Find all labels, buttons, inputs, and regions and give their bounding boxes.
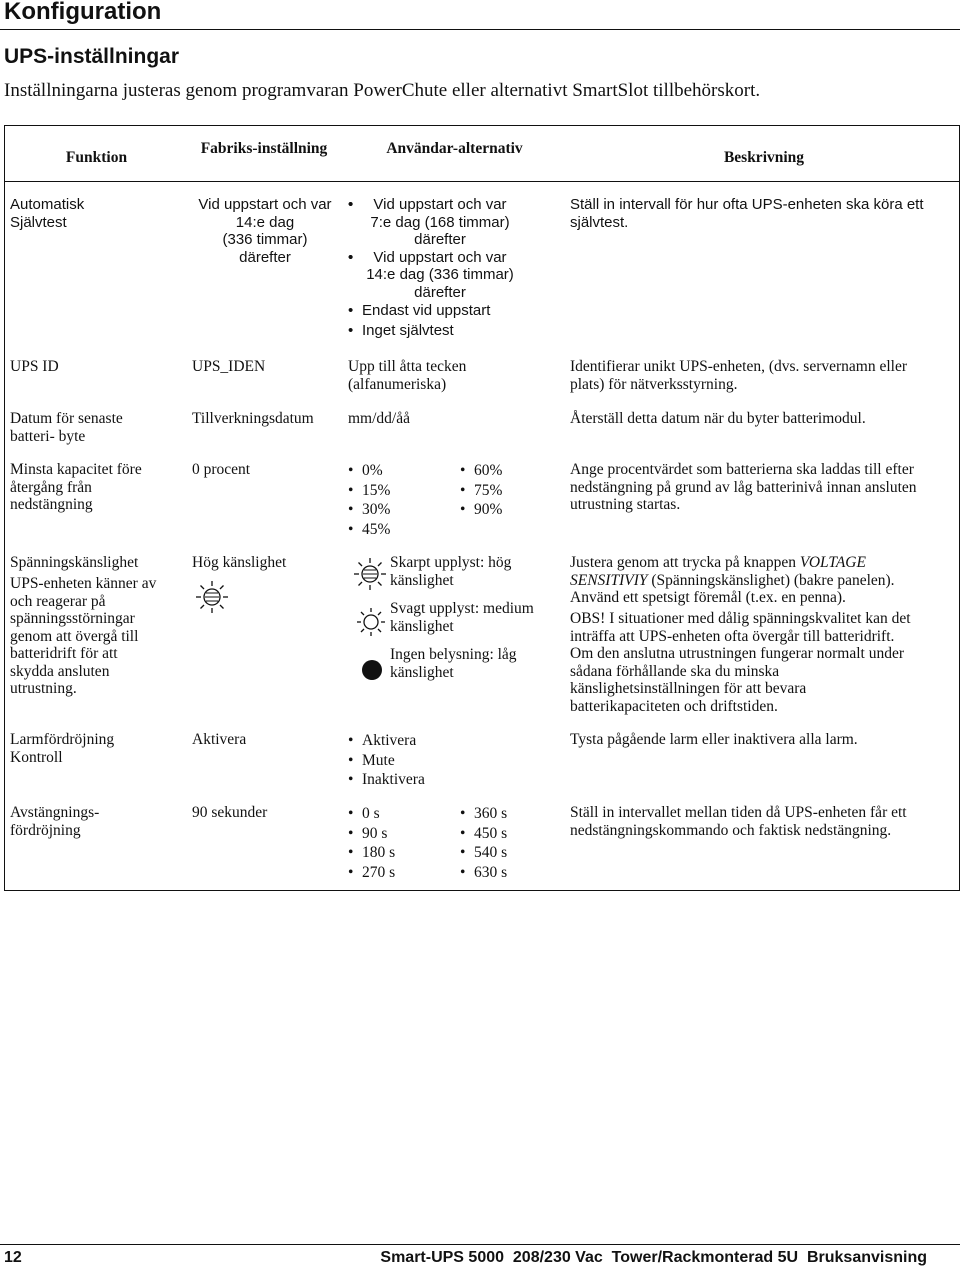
row1-option-line: Vid uppstart och var bbox=[373, 196, 507, 213]
footer-rule bbox=[0, 1244, 960, 1245]
row5-desc-b bbox=[570, 610, 911, 715]
row5-desc-line: sådana förhållande ska du minska bbox=[570, 662, 780, 680]
row3-funktion-line: batteri- byte bbox=[10, 427, 86, 445]
row7-funktion-line: Avstängnings- bbox=[10, 804, 100, 821]
row5-note-line: skydda ansluten bbox=[10, 662, 110, 680]
row1-funktion-line: Automatisk bbox=[10, 196, 85, 213]
row7-option: • 0 s bbox=[348, 804, 380, 824]
row6-funktion bbox=[10, 731, 114, 766]
row7-option: • 630 s bbox=[460, 863, 507, 883]
row2-options bbox=[348, 358, 466, 393]
header-fabrik: Fabriks-inställning bbox=[200, 140, 328, 157]
row7-option: • 360 s bbox=[460, 804, 507, 824]
row1-fabrik bbox=[190, 196, 340, 266]
row5-option-line: känslighet bbox=[390, 663, 454, 681]
row3-fabrik: Tillverkningsdatum bbox=[192, 410, 314, 427]
settings-table bbox=[4, 125, 960, 891]
table-border-top bbox=[4, 125, 960, 126]
row2-desc bbox=[570, 358, 907, 393]
row4-option: • 90% bbox=[460, 500, 502, 520]
row2-option-line: Upp till åtta tecken bbox=[348, 358, 467, 375]
row4-option: • 30% bbox=[348, 500, 390, 520]
header-anvandar: Användar-alternativ bbox=[386, 140, 523, 157]
section-title: UPS-inställningar bbox=[4, 45, 180, 68]
row1-option: • • Vid uppstart och var 7:e dag (168 timmar) därefter bbox=[348, 196, 518, 249]
row5-desc-line: känslighetsinställningen för att bevara bbox=[570, 680, 807, 697]
page-number: 12 bbox=[4, 1249, 22, 1266]
table-border-left bbox=[4, 125, 5, 891]
row4-option: • 75% bbox=[460, 481, 502, 501]
row2-desc-line: plats) för nätverksstyrning. bbox=[570, 375, 738, 393]
row6-option: • Aktivera bbox=[348, 731, 416, 751]
row2-option-line: (alfanumeriska) bbox=[348, 375, 447, 393]
footer-title: Smart-UPS 5000 208/230 Vac Tower/Rackmonterad 5U Bruksanvisning bbox=[380, 1249, 927, 1266]
row1-option: • • Vid uppstart och var 14:e dag (336 timmar) därefter bbox=[348, 249, 518, 302]
header-rule bbox=[4, 181, 960, 182]
row1-funktion-line: Självtest bbox=[10, 213, 67, 231]
row1-option-line: Endast vid uppstart bbox=[362, 302, 491, 319]
row4-desc-line: Ange procentvärdet som batterierna ska laddas till efter bbox=[570, 461, 914, 478]
row1-fabrik-line: Vid uppstart och var bbox=[198, 196, 332, 213]
header-funktion: Funktion bbox=[65, 149, 128, 166]
row5-note-line: UPS-enheten känner av bbox=[10, 575, 157, 592]
row4-funktion-line: nedstängning bbox=[10, 496, 93, 513]
row4-desc bbox=[570, 461, 917, 514]
row1-option-line: därefter bbox=[414, 283, 466, 301]
row6-option: • Inaktivera bbox=[348, 770, 425, 790]
row5-option-line: Ingen belysning: låg bbox=[390, 646, 517, 663]
row6-option: • Mute bbox=[348, 751, 395, 771]
row4-fabrik: 0 procent bbox=[192, 461, 251, 478]
row3-desc: Återställ detta datum när du byter batterimodul. bbox=[570, 410, 866, 427]
table-border-bottom bbox=[4, 890, 960, 891]
row6-desc: Tysta pågående larm eller inaktivera alla larm. bbox=[570, 731, 858, 748]
row4-option: • 15% bbox=[348, 481, 390, 501]
unlit-indicator-icon bbox=[360, 658, 384, 682]
row5-fabrik: Hög känslighet bbox=[192, 554, 287, 571]
row7-funktion-line: fördröjning bbox=[10, 821, 81, 839]
row1-option-line: Vid uppstart och var bbox=[373, 248, 507, 266]
row5-option-medium bbox=[390, 600, 534, 635]
row5-desc-line: inträffa att UPS-enheten ofta övergår till batteridrift. bbox=[570, 627, 895, 645]
row5-option-line: känslighet bbox=[390, 617, 454, 635]
row6-funktion-line: Larmfördröjning bbox=[10, 731, 115, 748]
row5-note-line: batteridrift för att bbox=[10, 645, 118, 662]
row7-option: • 90 s bbox=[348, 824, 387, 844]
row5-desc-line bbox=[570, 554, 895, 572]
row1-fabrik-line: 14:e dag bbox=[235, 213, 295, 231]
sun-bright-icon bbox=[194, 579, 230, 615]
row1-option-line: 14:e dag (336 timmar) bbox=[366, 266, 514, 283]
voltage-button-label: VOLTAGE bbox=[799, 554, 866, 571]
row7-desc-line: Ställ in intervallet mellan tiden då UPS-enheten får ett bbox=[570, 804, 907, 821]
row1-option-line: Inget självtest bbox=[362, 321, 454, 339]
row5-desc-text: Justera genom att trycka på knappen bbox=[570, 554, 800, 571]
row5-desc-line: Använd ett spetsigt föremål (t.ex. en penna). bbox=[570, 589, 846, 606]
row4-option: • 60% bbox=[460, 461, 502, 481]
row4-desc-line: utrustning startas. bbox=[570, 496, 681, 513]
row2-fabrik: UPS_IDEN bbox=[192, 358, 266, 375]
row7-desc-line: nedstängningskommando och faktisk nedstängning. bbox=[570, 821, 892, 839]
row5-option-high bbox=[390, 554, 511, 589]
row5-note-line: genom att övergå till bbox=[10, 627, 139, 645]
row6-options bbox=[348, 731, 563, 791]
row4-options bbox=[348, 461, 563, 541]
row7-option: • 180 s bbox=[348, 843, 395, 863]
row5-desc-line: OBS! I situationer med dålig spänningskvalitet kan det bbox=[570, 610, 911, 627]
row4-desc-line: nedstängning på grund av låg batterinivå innan ansluten bbox=[570, 478, 917, 496]
row4-option: • 45% bbox=[348, 520, 390, 540]
title-rule bbox=[0, 29, 960, 30]
row5-desc-line bbox=[570, 572, 895, 590]
row7-options bbox=[348, 804, 563, 884]
intro-text: Inställningarna justeras genom programvaran PowerChute eller alternativt SmartSlot tillbehörskort. bbox=[4, 80, 761, 101]
row7-option: • 270 s bbox=[348, 863, 395, 883]
row3-funktion bbox=[10, 410, 123, 445]
row5-funktion: Spänningskänslighet bbox=[10, 554, 139, 571]
row1-option-line: 7:e dag (168 timmar) bbox=[370, 213, 510, 231]
row5-desc-line: Om den anslutna utrustningen fungerar normalt under bbox=[570, 645, 905, 662]
row6-funktion-line: Kontroll bbox=[10, 748, 63, 766]
sun-dim-icon bbox=[355, 606, 387, 638]
row1-funktion bbox=[10, 196, 84, 231]
row1-desc bbox=[570, 196, 924, 231]
row4-option: • 0% bbox=[348, 461, 383, 481]
row5-option-low bbox=[390, 646, 517, 681]
row1-option bbox=[348, 321, 563, 341]
row5-desc-a bbox=[570, 554, 895, 607]
row4-funktion-line: återgång från bbox=[10, 478, 92, 496]
row1-desc-line: Ställ in intervall för hur ofta UPS-enheten ska köra ett bbox=[570, 196, 924, 213]
row3-funktion-line: Datum för senaste bbox=[10, 410, 123, 427]
row6-fabrik: Aktivera bbox=[192, 731, 247, 748]
row5-desc-line: batterikapaciteten och driftstiden. bbox=[570, 697, 778, 715]
row1-fabrik-line: därefter bbox=[239, 248, 291, 266]
row5-desc-text: (Spänningskänslighet) (bakre panelen). bbox=[647, 571, 895, 589]
sensitivity-button-label: SENSITIVIY bbox=[570, 571, 648, 589]
row1-desc-line: självtest. bbox=[570, 213, 629, 231]
row5-note-line: utrustning. bbox=[10, 680, 77, 697]
row5-funktion-note bbox=[10, 575, 156, 698]
row5-option-line: känslighet bbox=[390, 571, 454, 589]
row5-option-line: Skarpt upplyst: hög bbox=[390, 554, 512, 571]
row5-note-line: spänningsstörningar bbox=[10, 610, 135, 627]
row7-option: • 450 s bbox=[460, 824, 507, 844]
row2-desc-line: Identifierar unikt UPS-enheten, (dvs. servernamn eller bbox=[570, 358, 908, 375]
row7-funktion bbox=[10, 804, 99, 839]
row3-options: mm/dd/åå bbox=[348, 410, 410, 427]
row7-desc bbox=[570, 804, 907, 839]
sun-bright-icon bbox=[352, 556, 388, 592]
page-title: Konfiguration bbox=[4, 0, 162, 25]
row5-note-line: och reagerar på bbox=[10, 592, 106, 610]
header-beskrivning: Beskrivning bbox=[723, 149, 805, 166]
row4-funktion-line: Minsta kapacitet före bbox=[10, 461, 142, 478]
row7-option: • 540 s bbox=[460, 843, 507, 863]
row1-option bbox=[348, 301, 563, 321]
row5-option-line: Svagt upplyst: medium bbox=[390, 600, 534, 617]
row1-fabrik-line: (336 timmar) bbox=[222, 231, 308, 248]
row1-option-line: därefter bbox=[414, 231, 466, 248]
row2-funktion: UPS ID bbox=[10, 358, 59, 375]
row1-options bbox=[348, 196, 563, 340]
row7-fabrik: 90 sekunder bbox=[192, 804, 268, 821]
row4-funktion bbox=[10, 461, 142, 514]
